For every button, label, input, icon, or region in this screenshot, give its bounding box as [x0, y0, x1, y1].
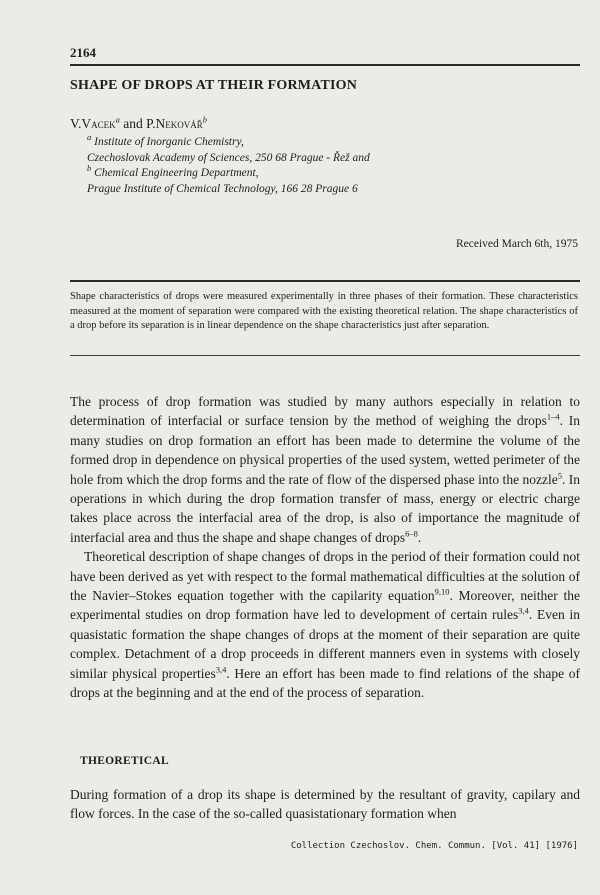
theoretical-text [70, 785, 580, 824]
affiliation-line-2: Czechoslovak Academy of Sciences, 250 68 Prague - Řež and [87, 151, 370, 164]
affil-mark-a: a [87, 132, 92, 143]
affiliation-line-3: $^b$ Chemical Engineering Department, [87, 163, 259, 179]
author-2: P.Nekovář [146, 116, 203, 131]
abstract: Shape characteristics of drops were measured experimentally in three phases of their formation. These characteristics measured at the moment of separation were compared with the existing theoretical relation. The shape characteristics of a drop before its separation is in linear dependence on the shape characteristics just after separation. [70, 291, 578, 332]
ref-3-4-b: 3,4 [215, 664, 227, 675]
paragraph-3: During formation of a drop its shape is determined by the resultant of gravity, capilary and flow forces. In the case of the so-called quasistationary formation when [70, 787, 580, 822]
author-1-affil-mark: a [115, 114, 120, 125]
author-conjunction: and [119, 116, 147, 131]
ref-3-4: 3,4 [518, 605, 529, 616]
affiliation-line-4: Prague Institute of Chemical Technology, 166 28 Prague 6 [87, 182, 358, 195]
author-2-affil-mark: b [202, 114, 208, 125]
section-heading: THEORETICAL [80, 755, 169, 767]
introduction-text [70, 392, 580, 703]
affiliations [87, 132, 370, 197]
paragraph-1: The process of drop formation was studied by many authors especially in relation to determination of interfacial or surface tension by the method of weighing the drops$^{1-4}$. In many studies on drop formation an effort has been made to determine the volume of the formed drop in dependence on physical properties of the used system, wetted perimeter of the hole from which the drop forms and the rate of flow of the dispersed phase into the nozzle$^5$. In operations in which during the drop formation transfer of mass, energy or electric charge takes place across the interfacial area of the drop, is also of importance the magnitude of interfacial area and thus the shape and shape changes of drops$^{6-8}$. [70, 394, 580, 545]
author-1: V.Vacek [70, 116, 116, 131]
abstract-top-rule [70, 280, 580, 282]
paragraph-2: Theoretical description of shape changes of drops in the period of their formation could not have been derived as yet with respect to the formal mathematical difficulties at the solution of the Navier–Stokes equation together with the capilarity equation$^{9,10}$. Moreover, neither the experimental studies on drop formation have led to development of certain rules$^{3,4}$. Even in quasistatic formation the shape changes of drops at the moment of their separation are quite complex. Detachment of a drop proceeds in different manners even in systems with closely similar physical properties$^{3,4}$. Here an effort has been made to find relations of the shape of drops at the beginning and at the end of the process of separation. [70, 549, 581, 701]
ref-5: 5 [557, 470, 562, 481]
article-title: SHAPE OF DROPS AT THEIR FORMATION [70, 78, 358, 93]
ref-6-8: 6–8 [405, 528, 418, 539]
header-rule [70, 64, 580, 66]
ref-1-4: 1–4 [546, 411, 560, 422]
affiliation-line-1: $^a$ Institute of Inorganic Chemistry, [87, 132, 244, 148]
abstract-bottom-rule [70, 355, 580, 356]
journal-citation: Collection Czechoslov. Chem. Commun. [Vol. 41] [1976] [290, 841, 578, 851]
page-number: 2164 [70, 45, 96, 60]
affil-mark-b: b [87, 163, 92, 174]
ref-9-10: 9,10 [434, 586, 450, 597]
received-date: Received March 6th, 1975 [456, 238, 578, 250]
author-line [70, 116, 207, 132]
